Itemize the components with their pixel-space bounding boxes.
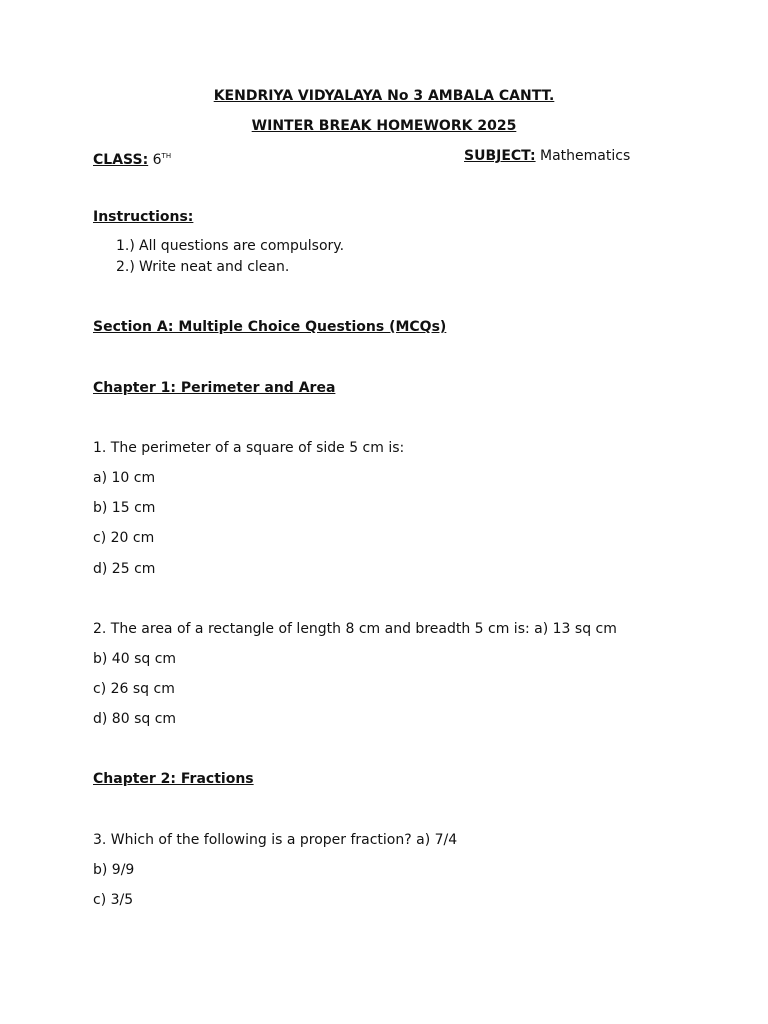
class-value: 6 [152, 152, 162, 168]
question-3-option-b: b) 9/9 [93, 862, 135, 878]
instruction-item [116, 237, 344, 255]
question-1-option-c: c) 20 cm [93, 530, 155, 546]
question-1: 1. The perimeter of a square of side 5 cm is: [93, 440, 405, 456]
question-3-option-c: c) 3/5 [93, 892, 134, 908]
subject-value: Mathematics [540, 148, 631, 164]
question-1-option-b: b) 15 cm [93, 500, 156, 516]
instruction-text: All questions are compulsory. [139, 238, 345, 254]
instruction-item [116, 258, 289, 276]
instruction-number: 2.) [116, 259, 135, 275]
school-name: KENDRIYA VIDYALAYA No 3 AMBALA CANTT. [213, 88, 555, 104]
instruction-number: 1.) [116, 238, 135, 254]
question-2-option-b: b) 40 sq cm [93, 651, 177, 667]
question-1-option-a: a) 10 cm [93, 470, 156, 486]
instruction-text: Write neat and clean. [139, 259, 290, 275]
question-3: 3. Which of the following is a proper fraction? a) 7/4 [93, 832, 458, 848]
subject-line [464, 147, 630, 165]
class-label: CLASS: [93, 152, 149, 168]
question-2: 2. The area of a rectangle of length 8 cm and breadth 5 cm is: a) 13 sq cm [93, 621, 617, 637]
question-2-option-c: c) 26 sq cm [93, 681, 175, 697]
class-superscript: TH [161, 152, 172, 160]
question-1-option-d: d) 25 cm [93, 561, 156, 577]
question-2-option-d: d) 80 sq cm [93, 711, 177, 727]
class-line [93, 147, 171, 169]
document-title: WINTER BREAK HOMEWORK 2025 [251, 118, 517, 134]
chapter-1-heading: Chapter 1: Perimeter and Area [93, 380, 336, 396]
instructions-heading: Instructions: [93, 209, 194, 225]
subject-label: SUBJECT: [464, 148, 536, 164]
section-a-heading: Section A: Multiple Choice Questions (MCQs) [93, 319, 447, 335]
chapter-2-heading: Chapter 2: Fractions [93, 771, 254, 787]
